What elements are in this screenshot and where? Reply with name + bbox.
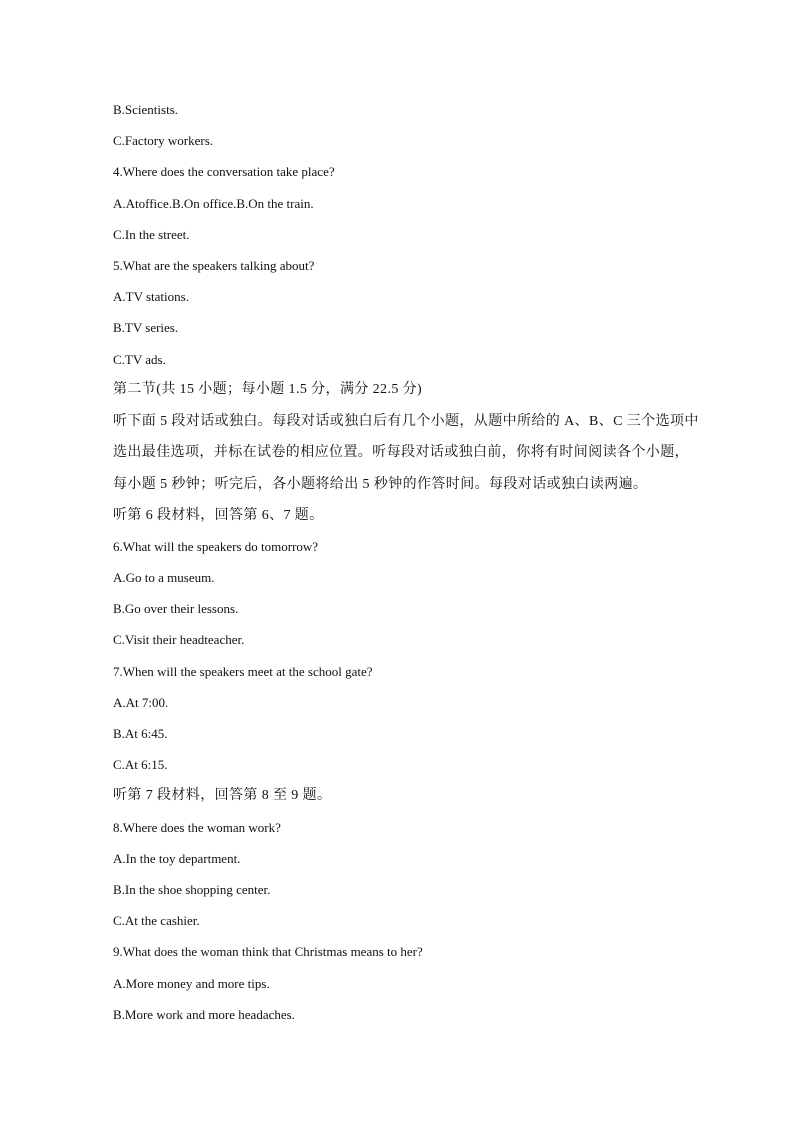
question-9: 9.What does the woman think that Christmas means to her? — [113, 944, 423, 959]
option-6b: B.Go over their lessons. — [113, 601, 239, 616]
option-8a: A.In the toy department. — [113, 851, 241, 866]
option-7c: C.At 6:15. — [113, 757, 168, 772]
question-7: 7.When will the speakers meet at the school gate? — [113, 664, 373, 679]
option-5a: A.TV stations. — [113, 289, 189, 304]
option-4c: C.In the street. — [113, 227, 190, 242]
instructions-line-2: 选出最佳选项，并标在试卷的相应位置。听每段对话或独白前，你将有时间阅读各个小题， — [113, 445, 689, 460]
question-6: 6.What will the speakers do tomorrow? — [113, 539, 319, 554]
instructions-line-3: 每小题 5 秒钟；听完后，各小题将给出 5 秒钟的作答时间。每段对话或独白读两遍。 — [113, 477, 648, 492]
question-8: 8.Where does the woman work? — [113, 820, 281, 835]
option-3c: C.Factory workers. — [113, 133, 214, 148]
option-3b: B.Scientists. — [113, 102, 179, 117]
section-2-heading: 第二节(共 15 小题；每小题 1.5 分，满分 22.5 分) — [113, 382, 423, 397]
option-7a: A.At 7:00. — [113, 695, 169, 710]
option-4a: A.Atoffice.B.On office.B.On the train. — [113, 196, 314, 211]
material-7-heading: 听第 7 段材料，回答第 8 至 9 题。 — [113, 788, 332, 803]
question-5: 5.What are the speakers talking about? — [113, 258, 315, 273]
option-8b: B.In the shoe shopping center. — [113, 882, 271, 897]
option-8c: C.At the cashier. — [113, 913, 200, 928]
material-6-heading: 听第 6 段材料，回答第 6、7 题。 — [113, 508, 324, 523]
instructions-line-1: 听下面 5 段对话或独白。每段对话或独白后有几个小题，从题中所给的 A、B、C 三个选项中 — [113, 414, 699, 429]
option-9a: A.More money and more tips. — [113, 976, 270, 991]
option-6c: C.Visit their headteacher. — [113, 632, 245, 647]
question-4: 4.Where does the conversation take place? — [113, 164, 335, 179]
option-6a: A.Go to a museum. — [113, 570, 215, 585]
option-5c: C.TV ads. — [113, 352, 166, 367]
option-5b: B.TV series. — [113, 320, 179, 335]
option-9b: B.More work and more headaches. — [113, 1007, 295, 1022]
option-7b: B.At 6:45. — [113, 726, 168, 741]
